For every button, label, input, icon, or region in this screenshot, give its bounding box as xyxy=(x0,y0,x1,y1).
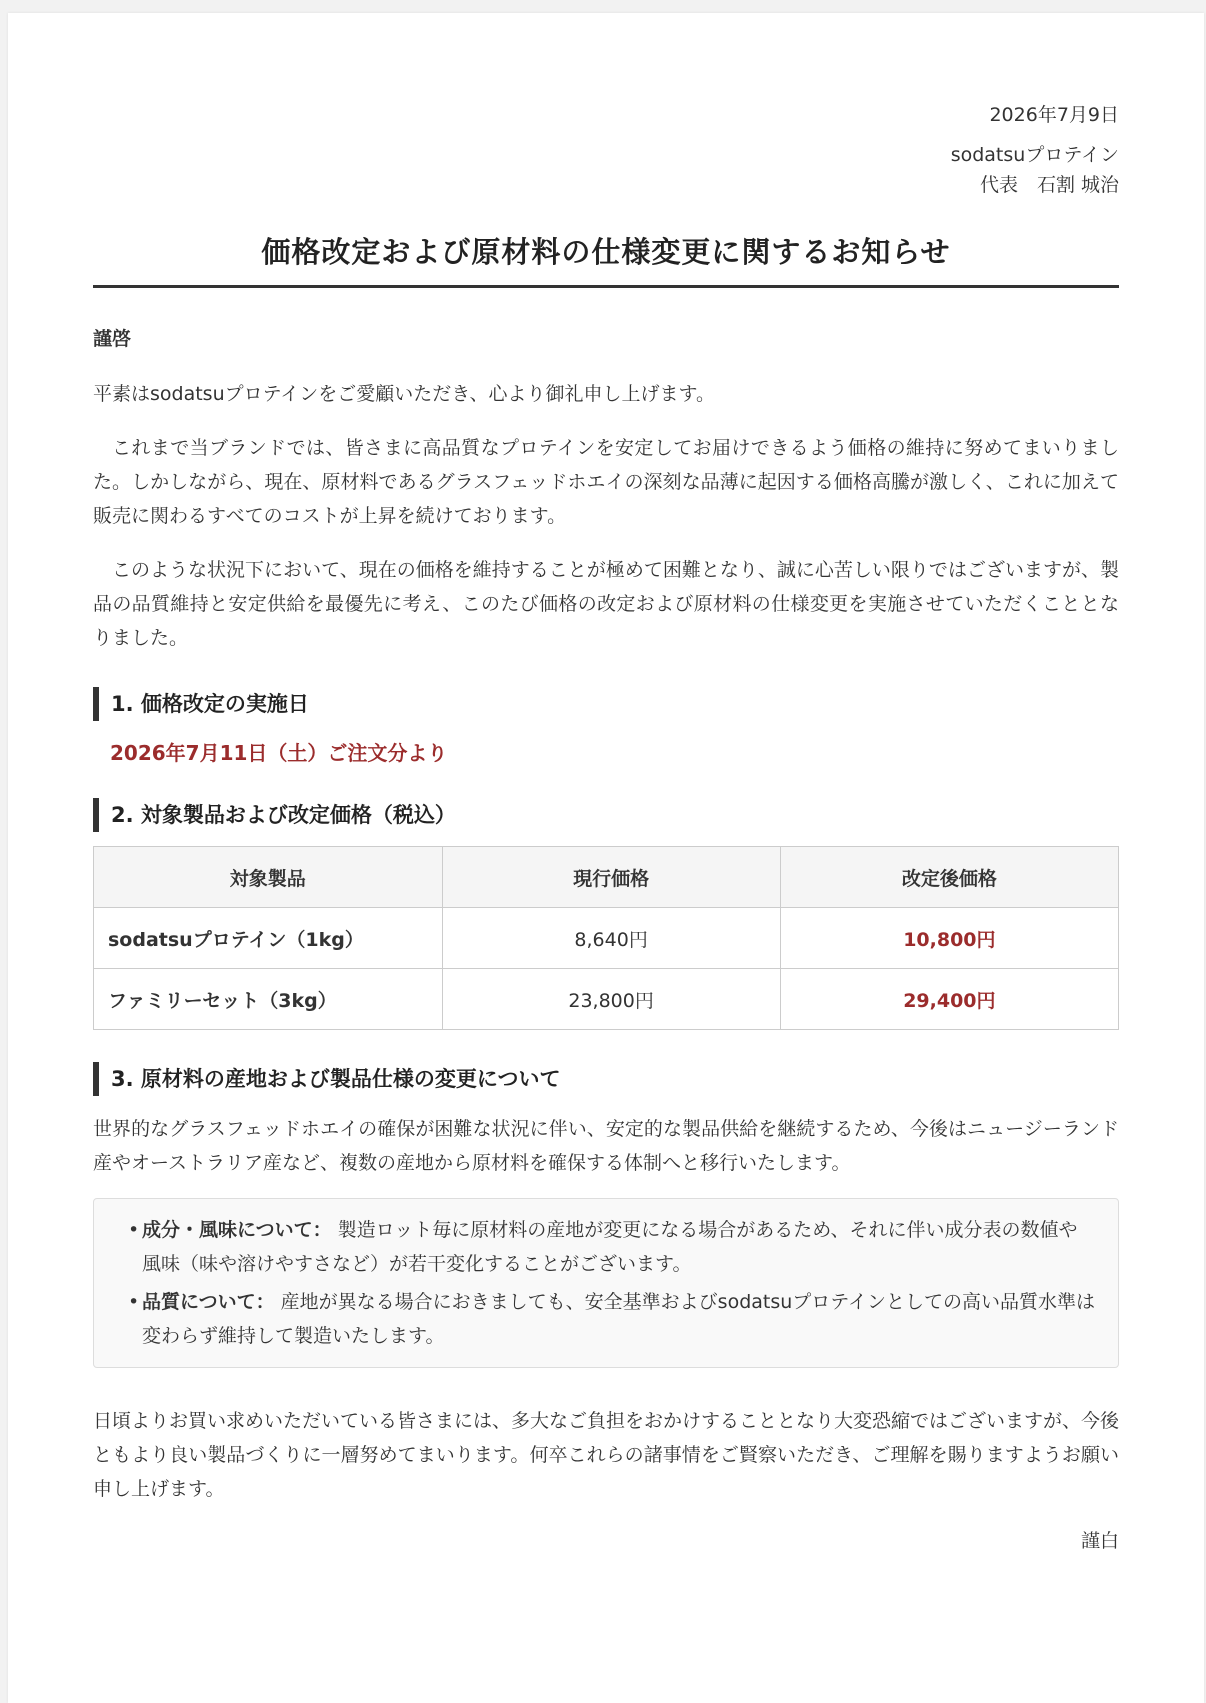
product-name: sodatsuプロテイン（1kg） xyxy=(94,908,443,969)
representative-name: 代表 石割 城治 xyxy=(979,174,1119,196)
notes-box xyxy=(93,1198,1119,1368)
issue-date: 2026年7月9日 xyxy=(989,104,1119,126)
bullet-icon: • xyxy=(128,1291,140,1313)
price-table xyxy=(93,846,1119,1030)
intro-paragraph: 平素はsodatsuプロテインをご愛顧いただき、心より御礼申し上げます。 xyxy=(93,383,716,405)
note-item xyxy=(130,1285,1096,1353)
note-item xyxy=(130,1213,1096,1281)
effective-date: 2026年7月11日（土）ご注文分より xyxy=(110,741,448,765)
note-text: 製造ロット毎に原材料の産地が変更になる場合があるため、それに伴い成分表の数値や風味（味や溶けやすさなど）が若干変化することがございます。 xyxy=(142,1219,1078,1275)
note-text: 産地が異なる場合におきましても、安全基準およびsodatsuプロテインとしての高い品質水準は変わらず維持して製造いたします。 xyxy=(142,1291,1095,1347)
new-price: 10,800円 xyxy=(780,908,1118,969)
document-content xyxy=(93,13,1119,1553)
current-price: 8,640円 xyxy=(442,908,780,969)
closing-paragraph: 日頃よりお買い求めいただいている皆さまには、多大なご負担をおかけすることとなり大変恐縮ではございますが、今後ともより良い製品づくりに一層努めてまいります。何卒これらの諸事情をご賢察いただき、ご理解を賜りますようお願い申し上げます。 xyxy=(93,1410,1120,1500)
product-name: ファミリーセット（3kg） xyxy=(94,969,443,1030)
section-heading-price-table: 2. 対象製品および改定価格（税込） xyxy=(93,798,1119,832)
opening-salutation: 謹啓 xyxy=(93,328,132,350)
section-heading-spec-change: 3. 原材料の産地および製品仕様の変更について xyxy=(93,1062,1119,1096)
table-row xyxy=(94,908,1119,969)
column-header-product: 対象製品 xyxy=(94,847,443,908)
decision-paragraph: このような状況下において、現在の価格を維持することが極めて困難となり、誠に心苦しい限りではございますが、製品の品質維持と安定供給を最優先に考え、このたび価格の改定および原材料の仕様変更を実施させていただくこととなりました。 xyxy=(93,559,1119,649)
new-price: 29,400円 xyxy=(780,969,1118,1030)
current-price: 23,800円 xyxy=(442,969,780,1030)
background-paragraph: これまで当ブランドでは、皆さまに高品質なプロテインを安定してお届けできるよう価格の維持に努めてまいりました。しかしながら、現在、原材料であるグラスフェッドホエイの深刻な品薄に起因する価格高騰が激しく、これに加えて販売に関わるすべてのコストが上昇を続けております。 xyxy=(93,437,1119,527)
letter-header xyxy=(93,100,1119,200)
closing-salutation: 謹白 xyxy=(1080,1530,1119,1552)
page-title: 価格改定および原材料の仕様変更に関するお知らせ xyxy=(93,230,1119,288)
table-header-row xyxy=(94,847,1119,908)
bullet-icon: • xyxy=(128,1219,140,1241)
document-page xyxy=(8,13,1204,1703)
column-header-new-price: 改定後価格 xyxy=(780,847,1118,908)
section-heading-effective-date: 1. 価格改定の実施日 xyxy=(93,687,1119,721)
company-name: sodatsuプロテイン xyxy=(950,144,1119,166)
column-header-current-price: 現行価格 xyxy=(442,847,780,908)
table-row xyxy=(94,969,1119,1030)
spec-change-paragraph: 世界的なグラスフェッドホエイの確保が困難な状況に伴い、安定的な製品供給を継続するため、今後はニュージーランド産やオーストラリア産など、複数の産地から原材料を確保する体制へと移行いたします。 xyxy=(93,1118,1119,1174)
note-label: 成分・風味について： xyxy=(142,1219,332,1241)
note-label: 品質について： xyxy=(142,1291,275,1313)
